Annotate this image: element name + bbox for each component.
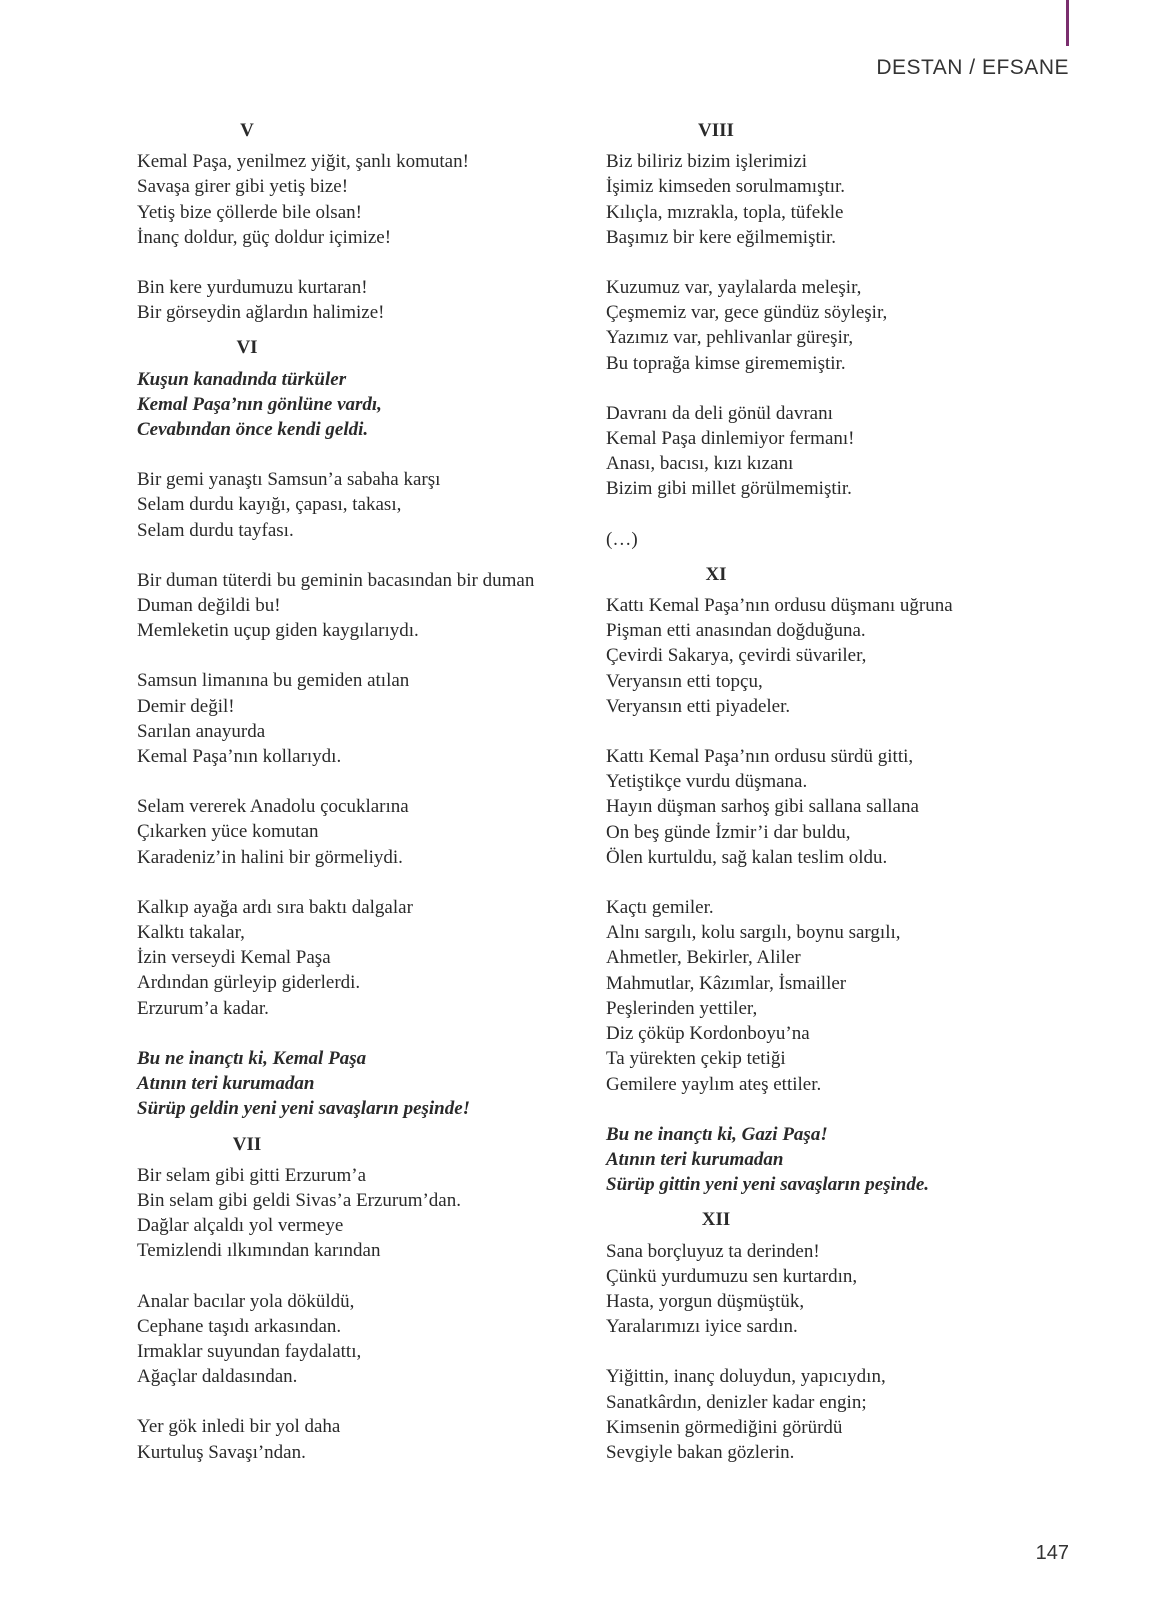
verse-line: Karadeniz’in halini bir görmeliydi. bbox=[137, 846, 403, 868]
stanza bbox=[137, 895, 597, 1021]
verse-line: Selam vererek Anadolu çocuklarına bbox=[137, 796, 409, 818]
verse-line: Cephane taşıdı arkasından. bbox=[137, 1315, 342, 1337]
verse-line: Ağaçlar daldasından. bbox=[137, 1366, 298, 1388]
verse-line: Peşlerinden yettiler, bbox=[606, 997, 758, 1019]
verse-line: Başımız bir kere eğilmemiştir. bbox=[606, 226, 837, 248]
left-column bbox=[137, 118, 597, 1475]
verse-line: Kurtuluş Savaşı’ndan. bbox=[137, 1441, 306, 1463]
verse-line: Sevgiyle bakan gözlerin. bbox=[606, 1441, 795, 1463]
accent-bar bbox=[1066, 0, 1069, 46]
verse-line: Bu ne inançtı ki, Gazi Paşa! bbox=[606, 1123, 828, 1145]
verse-line: Kemal Paşa’nın kollarıydı. bbox=[137, 746, 342, 768]
verse-line: Kalkıp ayağa ardı sıra baktı dalgalar bbox=[137, 896, 413, 918]
section-heading: VIII bbox=[698, 120, 734, 141]
verse-line: İşimiz kimseden sorulmamıştır. bbox=[606, 176, 846, 198]
stanza bbox=[137, 794, 597, 870]
poem-section bbox=[137, 1132, 597, 1465]
section-heading: V bbox=[240, 120, 254, 141]
verse-line: Bir selam gibi gitti Erzurum’a bbox=[137, 1164, 367, 1186]
verse-line: Çıkarken yüce komutan bbox=[137, 821, 319, 843]
verse-line: Selam durdu tayfası. bbox=[137, 519, 294, 541]
verse-line: Analar bacılar yola döküldü, bbox=[137, 1290, 355, 1312]
stanza bbox=[606, 149, 1076, 250]
stanza bbox=[137, 568, 597, 644]
verse-line: Çevirdi Sakarya, çevirdi süvariler, bbox=[606, 645, 867, 667]
verse-line: Samsun limanına bu gemiden atılan bbox=[137, 670, 410, 692]
verse-line: Memleketin uçup giden kaygılarıydı. bbox=[137, 620, 419, 642]
verse-line: Kimsenin görmediğini görürdü bbox=[606, 1416, 843, 1438]
verse-line: Biz biliriz bizim işlerimizi bbox=[606, 151, 808, 173]
stanza bbox=[606, 593, 1076, 719]
verse-line: Bizim gibi millet görülmemiştir. bbox=[606, 478, 852, 500]
verse-line: Cevabından önce kendi geldi. bbox=[137, 419, 369, 441]
verse-line: Selam durdu kayığı, çapası, takası, bbox=[137, 494, 402, 516]
verse-line: Atının teri kurumadan bbox=[137, 1073, 315, 1095]
poem-section bbox=[606, 562, 1076, 1197]
verse-line: Çeşmemiz var, gece gündüz söyleşir, bbox=[606, 302, 888, 324]
verse-line: Kalktı takalar, bbox=[137, 922, 245, 944]
verse-line: İnanç doldur, güç doldur içimize! bbox=[137, 226, 392, 248]
verse-line: İzin verseydi Kemal Paşa bbox=[137, 947, 331, 969]
poem-section bbox=[606, 118, 1076, 552]
stanza bbox=[606, 275, 1076, 376]
stanza bbox=[137, 1414, 597, 1464]
verse-line: Temizlendi ılkımından karından bbox=[137, 1240, 381, 1262]
page-number: 147 bbox=[1035, 1542, 1069, 1564]
verse-line: Mahmutlar, Kâzımlar, İsmailler bbox=[606, 972, 847, 994]
verse-line: Ardından gürleyip giderlerdi. bbox=[137, 972, 361, 994]
verse-line: Gemilere yaylım ateş ettiler. bbox=[606, 1073, 822, 1095]
verse-line: Bin selam gibi geldi Sivas’a Erzurum’dan. bbox=[137, 1189, 461, 1211]
verse-line: Duman değildi bu! bbox=[137, 595, 281, 617]
poem-section bbox=[137, 335, 597, 1121]
verse-line: Demir değil! bbox=[137, 695, 235, 717]
verse-line: Bu ne inançtı ki, Kemal Paşa bbox=[137, 1047, 367, 1069]
verse-line: Bir duman tüterdi bu geminin bacasından bir duman bbox=[137, 569, 535, 591]
verse-line: Diz çöküp Kordonboyu’na bbox=[606, 1023, 810, 1045]
section-heading: VI bbox=[236, 337, 258, 359]
verse-line: Yaralarımızı iyice sardın. bbox=[606, 1316, 798, 1338]
verse-line: Kılıçla, mızrakla, topla, tüfekle bbox=[606, 201, 844, 223]
running-header: DESTAN / EFSANE bbox=[876, 56, 1069, 79]
stanza bbox=[137, 1289, 597, 1390]
verse-line: Kuzumuz var, yaylalarda meleşir, bbox=[606, 277, 862, 299]
poem-section bbox=[606, 1207, 1076, 1465]
verse-line: Atının teri kurumadan bbox=[606, 1148, 784, 1170]
verse-line: Kuşun kanadında türküler bbox=[137, 368, 347, 390]
stanza bbox=[606, 744, 1076, 870]
verse-line: Kattı Kemal Paşa’nın ordusu sürdü gitti, bbox=[606, 746, 914, 768]
verse-line: Hasta, yorgun düşmüştük, bbox=[606, 1290, 805, 1312]
verse-line: Ta yürekten çekip tetiği bbox=[606, 1048, 786, 1070]
verse-line: On beş günde İzmir’i dar buldu, bbox=[606, 821, 851, 843]
verse-line: Alnı sargılı, kolu sargılı, boynu sargılı, bbox=[606, 922, 901, 944]
stanza bbox=[137, 467, 597, 543]
stanza bbox=[606, 1364, 1076, 1465]
verse-line: Bir görseydin ağlardın halimize! bbox=[137, 302, 385, 324]
verse-line: Pişman etti anasından doğduğuna. bbox=[606, 620, 866, 642]
verse-line: Kattı Kemal Paşa’nın ordusu düşmanı uğruna bbox=[606, 595, 953, 617]
section-heading: XII bbox=[701, 1209, 731, 1231]
verse-line: Veryansın etti topçu, bbox=[606, 670, 763, 692]
stanza bbox=[606, 1239, 1076, 1340]
verse-line: Yiğittin, inanç doluydun, yapıcıydın, bbox=[606, 1366, 886, 1388]
section-heading: VII bbox=[232, 1133, 262, 1155]
verse-line: Dağlar alçaldı yol vermeye bbox=[137, 1215, 344, 1237]
stanza bbox=[137, 149, 597, 250]
verse-line: Irmaklar suyundan faydalattı, bbox=[137, 1340, 362, 1362]
stanza bbox=[137, 1163, 597, 1264]
verse-line: Bir gemi yanaştı Samsun’a sabaha karşı bbox=[137, 469, 441, 491]
stanza bbox=[606, 527, 1076, 552]
stanza bbox=[606, 401, 1076, 502]
verse-line: Çünkü yurdumuzu sen kurtardın, bbox=[606, 1265, 858, 1287]
stanza bbox=[137, 275, 597, 325]
verse-line: Savaşa girer gibi yetiş bize! bbox=[137, 176, 349, 198]
verse-line: Kemal Paşa dinlemiyor fermanı! bbox=[606, 428, 855, 450]
verse-line: Ölen kurtuldu, sağ kalan teslim oldu. bbox=[606, 846, 888, 868]
verse-line: Kemal Paşa’nın gönlüne vardı, bbox=[137, 393, 382, 415]
verse-line: Bin kere yurdumuzu kurtaran! bbox=[137, 277, 368, 299]
verse-line: Sürüp gittin yeni yeni savaşların peşinde. bbox=[606, 1174, 930, 1196]
italic-stanza bbox=[606, 1122, 1076, 1198]
verse-line: Bu toprağa kimse girememiştir. bbox=[606, 352, 846, 374]
verse-line: Ahmetler, Bekirler, Aliler bbox=[606, 947, 801, 969]
verse-line: Sürüp geldin yeni yeni savaşların peşinde! bbox=[137, 1098, 471, 1120]
verse-line: Kemal Paşa, yenilmez yiğit, şanlı komutan! bbox=[137, 151, 469, 173]
verse-line: Kaçtı gemiler. bbox=[606, 897, 714, 919]
verse-line: Sarılan anayurda bbox=[137, 720, 266, 742]
verse-line: Yer gök inledi bir yol daha bbox=[137, 1416, 341, 1438]
poem-section bbox=[137, 118, 597, 325]
italic-stanza bbox=[137, 367, 597, 443]
right-column bbox=[606, 118, 1076, 1475]
verse-line: Sanatkârdın, denizler kadar engin; bbox=[606, 1391, 867, 1413]
verse-line: Hayın düşman sarhoş gibi sallana sallana bbox=[606, 796, 919, 818]
verse-line: (…) bbox=[606, 528, 638, 550]
stanza bbox=[606, 895, 1076, 1097]
verse-line: Yazımız var, pehlivanlar güreşir, bbox=[606, 327, 854, 349]
verse-line: Davranı da deli gönül davranı bbox=[606, 402, 833, 424]
stanza bbox=[137, 668, 597, 769]
verse-line: Erzurum’a kadar. bbox=[137, 997, 269, 1019]
section-heading: XI bbox=[705, 563, 727, 585]
verse-line: Anası, bacısı, kızı kızanı bbox=[606, 453, 794, 475]
verse-line: Yetiş bize çöllerde bile olsan! bbox=[137, 201, 362, 223]
verse-line: Sana borçluyuz ta derinden! bbox=[606, 1240, 820, 1262]
verse-line: Veryansın etti piyadeler. bbox=[606, 695, 791, 717]
italic-stanza bbox=[137, 1046, 597, 1122]
verse-line: Yetiştikçe vurdu düşmana. bbox=[606, 771, 808, 793]
